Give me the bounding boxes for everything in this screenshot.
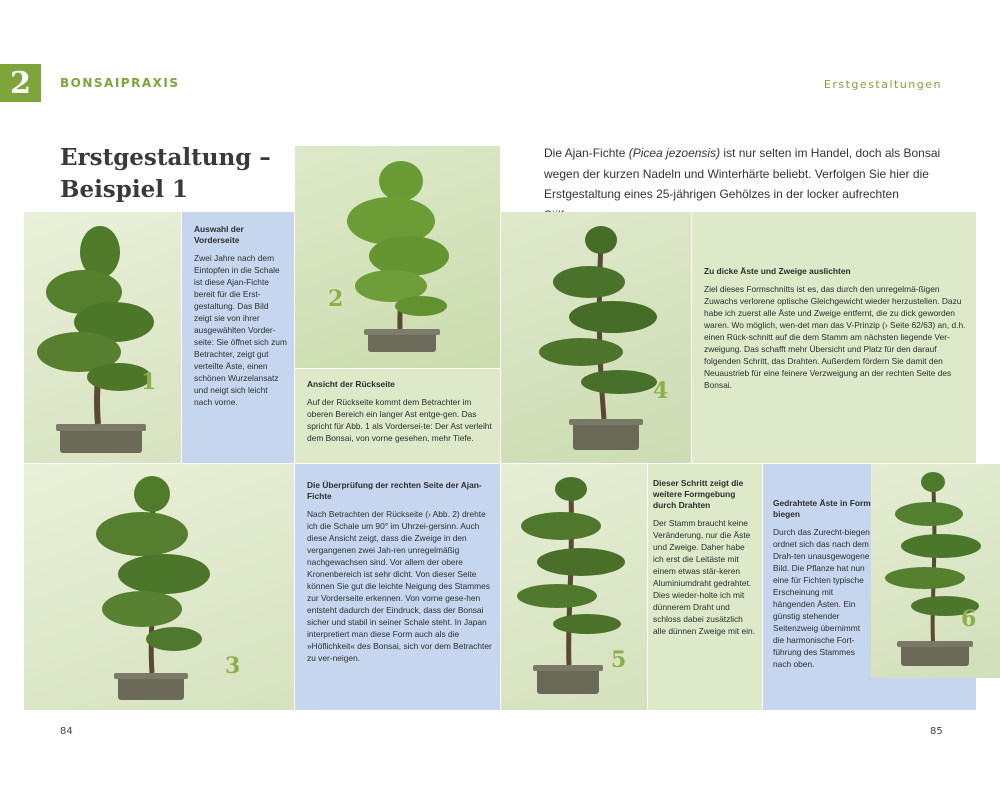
caption-4-heading: Zu dicke Äste und Zweige auslichten xyxy=(704,266,851,276)
page-number-right: 85 xyxy=(930,726,943,737)
caption-3 xyxy=(307,480,492,664)
bonsai-tree-image xyxy=(24,212,181,463)
bonsai-tree-image xyxy=(295,146,500,368)
bonsai-tree-image xyxy=(24,464,294,710)
caption-6-body: Durch das Zurecht-biegen ordnet sich das nach dem Drah-ten unausgewogene Bild. Die Pflanze hat nun eine für Fichten typische Erscheinung mit hängenden Ästen. Ein günstig stehender Seitenzweig übernimmt die harmonische Fort-führung des Stammes nach oben. xyxy=(773,527,870,669)
bonsai-tree-image xyxy=(501,464,647,710)
figure-number-1: 1 xyxy=(141,369,157,395)
bonsai-tree-image xyxy=(501,212,691,463)
caption-5-body: Der Stamm braucht keine Veränderung, nur die Äste und Zweige. Daher habe ich erst die Leitäste mit einem etwas stär-keren Aluminiumdraht gedrahtet. Dies wieder-holte ich mit dünnerem Draht und schloss dabei zusätzlich alle dünnen Zweige mit ein. xyxy=(653,518,755,636)
caption-2 xyxy=(307,379,492,444)
running-head: Erstgestaltungen xyxy=(823,78,942,91)
photo-5 xyxy=(501,464,647,710)
photo-4 xyxy=(501,212,691,463)
page-title xyxy=(60,142,290,206)
caption-box-4 xyxy=(692,212,976,463)
figure-number-4: 4 xyxy=(653,378,669,404)
photo-6 xyxy=(871,464,1000,678)
caption-box-5 xyxy=(648,464,762,710)
figure-number-5: 5 xyxy=(611,647,627,673)
caption-3-body: Nach Betrachten der Rückseite (› Abb. 2) drehte ich die Schale um 90° im Uhrzei-gersinn. Auch diese Ansicht zeigt, dass die Zweige in den vergangenen zwei Jah-ren unregelmäßig nachgewachsen sind. Vor allem der obere Kronenbereich ist sehr dicht. Von dieser Seite können Sie gut die leichte Neigung des Stammes zur Vorderseite erkennen. Von vorne gese-hen entsteht dadurch der Eindruck, dass der Bonsai sicher und stabil in seiner Schale steht. In Japan interpretiert man diese Form auch als die »Höflichkeit« des Bonsai, sich vor dem Betrachter zu ver-neigen. xyxy=(307,509,492,663)
figure-number-2: 2 xyxy=(328,286,344,312)
caption-6-heading: Gedrahtete Äste in Form biegen xyxy=(773,498,871,519)
caption-6 xyxy=(773,498,871,670)
caption-4 xyxy=(704,266,966,391)
caption-box-2 xyxy=(295,369,500,463)
chapter-number: 2 xyxy=(10,65,31,101)
section-label: BONSAIPRAXIS xyxy=(60,76,180,90)
caption-1-body: Zwei Jahre nach dem Eintopfen in die Schale ist diese Ajan-Fichte bereit für die Erst-gestaltung. Das Bild zeigt sie von ihrer ausgewählten Vorder-seite: Sie öffnet sich zum Betrachter, zeigt gut verteilte Äste, einen schönen Wurzelansatz und neigt sich leicht nach vorne. xyxy=(194,253,287,407)
intro-text-start: Die Ajan-Fichte xyxy=(544,146,629,160)
caption-5-heading: Dieser Schritt zeigt die weitere Formgebung durch Drahten xyxy=(653,478,744,510)
caption-5 xyxy=(653,478,757,637)
page-number-left: 84 xyxy=(60,726,73,737)
photo-1 xyxy=(24,212,181,463)
caption-box-3 xyxy=(295,464,500,710)
caption-4-body: Ziel dieses Formschnitts ist es, das durch den unregelmä-ßigen Zuwachs verlorene optische Gleichgewicht wieder herzustellen. Dazu habe ich zuerst alle Äste und Zweige entfernt, die zu dick geworden waren. Wo möglich, wen-det man das V-Prinzip (› Seite 62/63) an, d.h. einen Rück-schnitt auf die dem Stamm am nächsten liegende Ver-zweigung. Das schafft mehr Übersicht und Platz für den darauf folgenden Schritt, das Drahten. Außerdem fördern Sie damit den Neuaustrieb für eine feinere Verzweigung an der rechten Seite des Bonsai. xyxy=(704,284,966,390)
bonsai-tree-image xyxy=(871,464,1000,678)
figure-number-3: 3 xyxy=(225,653,241,679)
caption-1-heading: Auswahl der Vorderseite xyxy=(194,224,244,245)
page-title-line-2: Beispiel 1 xyxy=(60,176,188,203)
chapter-number-badge xyxy=(0,64,41,102)
photo-2 xyxy=(295,146,500,368)
caption-2-body: Auf der Rückseite kommt dem Betrachter im oberen Bereich ein langer Ast entge-gen. Das spricht für Abb. 1 als Vordersei-te: Der Ast verleiht dem Bonsai, von vorne gesehen, mehr Tiefe. xyxy=(307,397,492,443)
caption-box-1 xyxy=(182,212,294,463)
intro-text-end: ist nur selten im Handel, doch als Bonsai wegen der kurzen Nadeln und Winterhärte beliebt. Verfolgen Sie hier die Erstgestaltung eines 25-jährigen Gehölzes in der locker aufrechten xyxy=(544,146,941,201)
page-title-line-1: Erstgestaltung – xyxy=(60,144,271,171)
caption-2-heading: Ansicht der Rückseite xyxy=(307,379,395,389)
caption-1 xyxy=(194,224,288,408)
photo-3 xyxy=(24,464,294,710)
figure-number-6: 6 xyxy=(961,606,977,632)
caption-3-heading: Die Überprüfung der rechten Seite der Ajan-Fichte xyxy=(307,480,482,501)
intro-latin-name: (Picea jezoensis) xyxy=(628,146,721,160)
